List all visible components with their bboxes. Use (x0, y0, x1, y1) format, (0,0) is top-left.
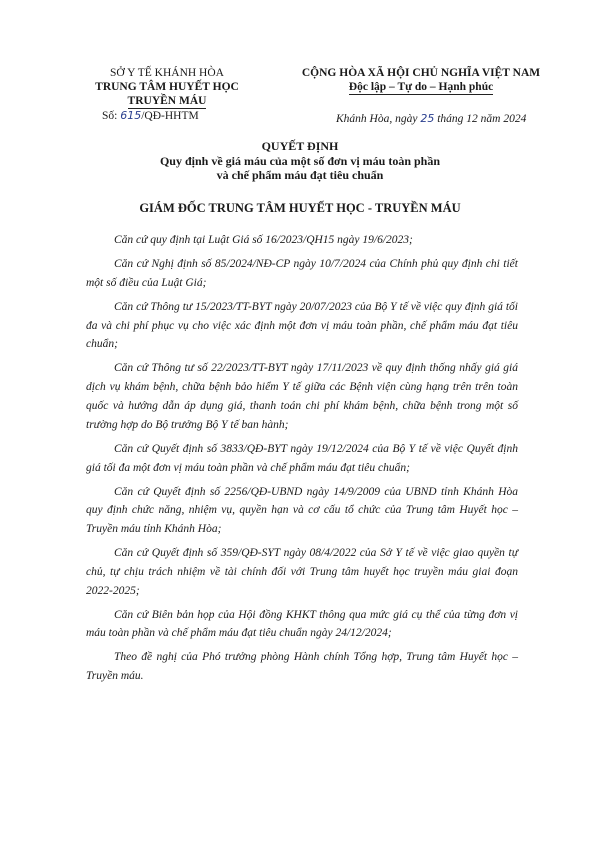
issuer-title: GIÁM ĐỐC TRUNG TÂM HUYẾT HỌC - TRUYỀN MÁU (139, 201, 461, 215)
proposal-paragraph: Theo đề nghị của Phó trưởng phòng Hành chính Tổng hợp, Trung tâm Huyết học – Truyền máu. (86, 651, 518, 683)
motto-wrap (284, 80, 558, 95)
legal-basis-section (86, 231, 518, 691)
document-subject-line2: và chế phẩm máu đạt tiêu chuẩn (216, 168, 384, 182)
number-prefix: Số: (102, 110, 118, 122)
legal-basis-paragraph: Căn cứ Thông tư số 22/2023/TT-BYT ngày 17/11/2023 về quy định thống nhấy giá giá dịch vụ khám bệnh, chữa bệnh bảo hiểm Y tế giữa các Bệnh viện cùng hạng trên trên toàn quốc và hướng dẫn áp dụng giá, thanh toán chi phí khám bệnh, chữa bệnh trong một số trường hợp do Bộ trưởng Bộ Y tế ban hành; (86, 362, 518, 431)
document-type: QUYẾT ĐỊNH (261, 139, 339, 153)
date-prefix: Khánh Hòa, ngày (336, 113, 418, 125)
legal-basis-paragraph: Căn cứ Thông tư 15/2023/TT-BYT ngày 20/07/2023 của Bộ Y tế về việc quy định giá tối đa và chi phí phục vụ cho việc xác định một đơn vị máu toàn phần, chế phẩm máu đạt tiêu chuẩn; (86, 300, 518, 351)
legal-basis-paragraph: Căn cứ quy định tại Luật Giá số 16/2023/QH15 ngày 19/6/2023; (114, 234, 413, 246)
number-handwritten: 615 (120, 109, 142, 122)
agency-parent: SỞ Y TẾ KHÁNH HÒA (110, 67, 224, 79)
issue-date (336, 112, 526, 125)
nation-name: CỘNG HÒA XÃ HỘI CHỦ NGHĨA VIỆT NAM (301, 67, 541, 79)
agency-name: TRUNG TÂM HUYẾT HỌC (95, 81, 239, 93)
agency-name-line2: TRUYỀN MÁU (127, 95, 207, 107)
legal-basis-paragraph: Căn cứ Nghị định số 85/2024/NĐ-CP ngày 10/7/2024 của Chính phủ quy định chi tiết một số điều của Luật Giá; (86, 257, 518, 289)
number-suffix: /QĐ-HHTM (141, 110, 199, 122)
legal-basis-paragraph: Căn cứ Quyết định số 3833/QĐ-BYT ngày 19/12/2024 của Bộ Y tế về việc Quyết định giá tối đa một đơn vị máu toàn phần và chế phẩm máu đạt tiêu chuẩn; (86, 442, 518, 474)
legal-basis-paragraph: Căn cứ Quyết định số 359/QĐ-SYT ngày 08/4/2022 của Sở Y tế về việc giao quyền tự chủ, tự chịu trách nhiệm về tài chính đối với Trung tâm huyết học truyền máu giai đoạn 2022-2025; (86, 547, 518, 597)
date-day-handwritten: 25 (420, 112, 435, 125)
issuing-agency-block (92, 66, 242, 123)
document-number (102, 109, 242, 123)
national-motto: Độc lập – Tự do – Hạnh phúc (348, 81, 494, 93)
document-subject-line1: Quy định về giá máu của một số đơn vị máu toàn phần (159, 154, 441, 168)
legal-basis-paragraph: Căn cứ Quyết định số 2256/QĐ-UBND ngày 14/9/2009 của UBND tỉnh Khánh Hòa quy định chức năng, nhiệm vụ, quyền hạn và cơ cấu tổ chức của Trung tâm Huyết học – Truyền máu tỉnh Khánh Hòa; (86, 485, 518, 536)
agency-name-line2-wrap (92, 94, 242, 109)
date-suffix: tháng 12 năm 2024 (437, 113, 527, 125)
national-header-block (284, 66, 558, 95)
legal-basis-paragraph: Căn cứ Biên bản họp của Hội đồng KHKT thông qua mức giá cụ thể của từng đơn vị máu toàn phần và chế phẩm máu đạt tiêu chuẩn ngày 24/12/2024; (86, 608, 518, 640)
